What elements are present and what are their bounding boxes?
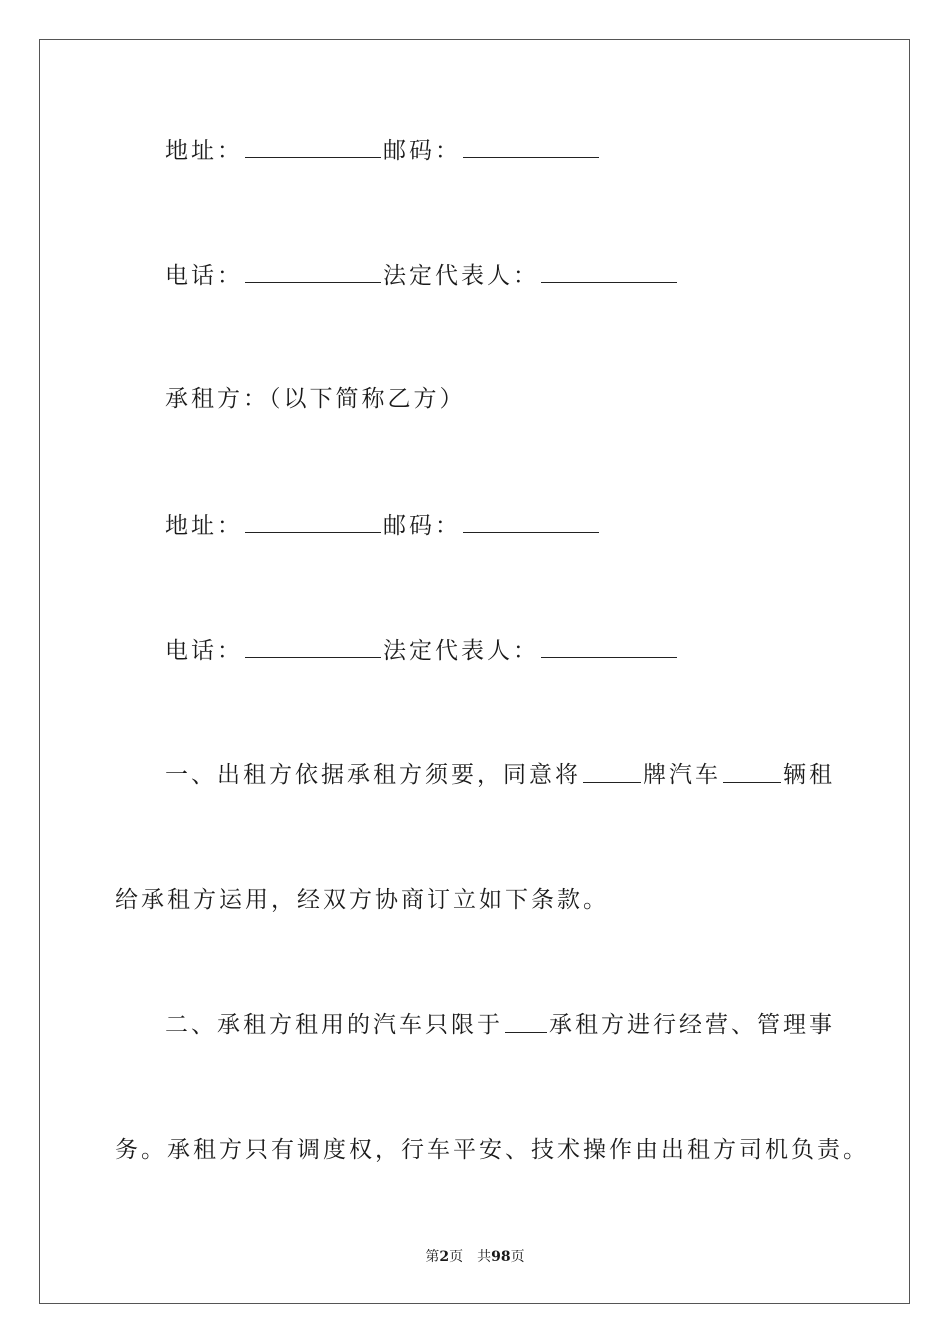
phone-blank — [245, 260, 381, 283]
lessee-address-row — [165, 510, 601, 541]
usage-scope-blank — [505, 1010, 547, 1033]
clause-1-text-c: 辆租 — [783, 762, 835, 788]
address-blank — [245, 510, 381, 533]
clause-1-text-a: 一、出租方依据承租方须要，同意将 — [165, 762, 581, 788]
postcode-label: 邮码： — [383, 138, 461, 164]
footer-prefix: 第 — [425, 1249, 440, 1265]
representative-label: 法定代表人： — [383, 263, 539, 289]
clause-2-line-1 — [165, 1010, 835, 1040]
address-label: 地址： — [165, 513, 243, 539]
footer-suffix: 页 — [510, 1249, 525, 1265]
lessor-address-row — [165, 135, 601, 166]
clause-2-text-b: 承租方进行经营、管理事 — [549, 1012, 835, 1038]
phone-blank — [245, 635, 381, 658]
clause-1-text-b: 牌汽车 — [643, 762, 721, 788]
address-blank — [245, 135, 381, 158]
total-pages: 98 — [491, 1249, 511, 1265]
plate-blank — [583, 760, 641, 783]
representative-blank — [541, 635, 677, 658]
page-frame — [39, 39, 910, 1304]
clause-1-line-2: 给承租方运用，经双方协商订立如下条款。 — [115, 887, 609, 913]
page-number: 2 — [439, 1249, 450, 1265]
vehicle-count-blank — [723, 760, 781, 783]
postcode-blank — [463, 135, 599, 158]
page-footer — [0, 1247, 950, 1267]
lessee-phone-row — [165, 635, 679, 666]
phone-label: 电话： — [165, 638, 243, 664]
lessee-heading: 承租方：（以下简称乙方） — [165, 386, 466, 412]
address-label: 地址： — [165, 138, 243, 164]
postcode-label: 邮码： — [383, 513, 461, 539]
representative-label: 法定代表人： — [383, 638, 539, 664]
representative-blank — [541, 260, 677, 283]
phone-label: 电话： — [165, 263, 243, 289]
clause-2-text-a: 二、承租方租用的汽车只限于 — [165, 1012, 503, 1038]
postcode-blank — [463, 510, 599, 533]
clause-2-line-2: 务。承租方只有调度权，行车平安、技术操作由出租方司机负责。 — [115, 1137, 869, 1163]
footer-mid: 页 共 — [449, 1249, 492, 1265]
clause-1-line-1 — [165, 760, 835, 790]
lessor-phone-row — [165, 260, 679, 291]
